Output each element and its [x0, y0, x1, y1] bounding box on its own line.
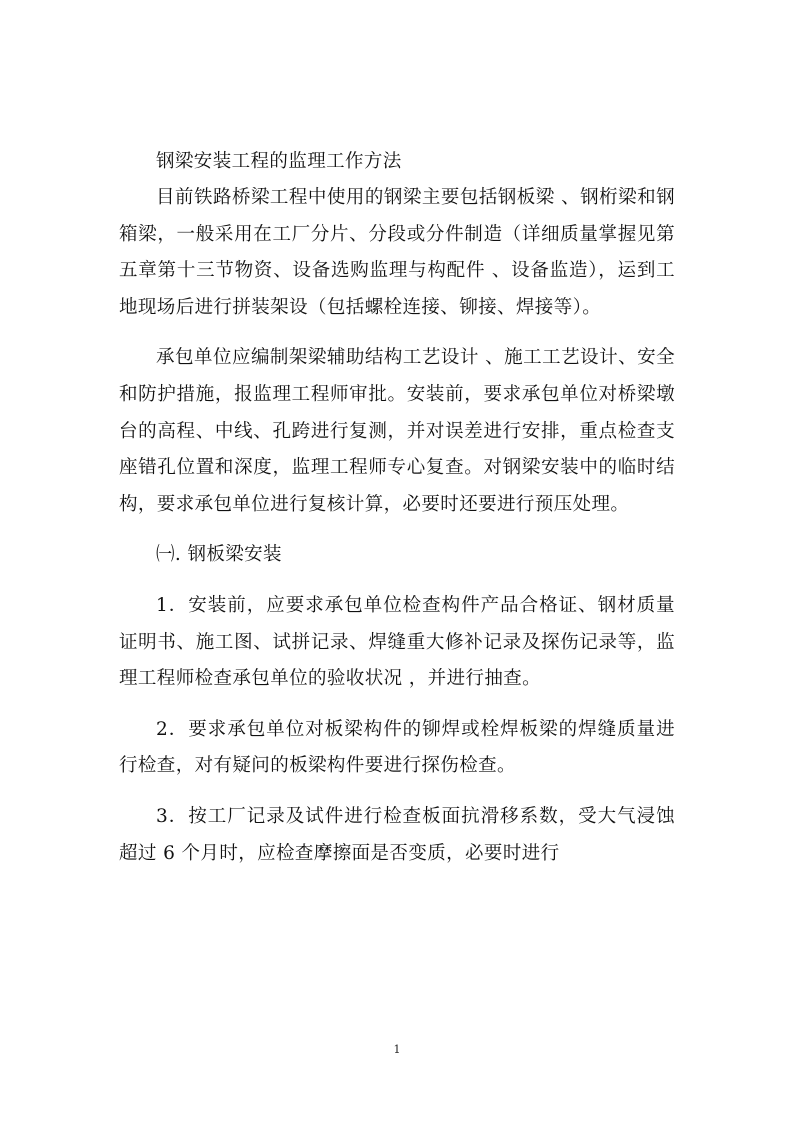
page-number: 1 — [393, 1043, 401, 1056]
paragraph-item-1: 1．安装前，应要求承包单位检查构件产品合格证、钢材质量证明书、施工图、试拼记录、焊缝重大修补记录及探伤记录等，监理工程师检查承包单位的验收状况 ，并进行抽查。 — [119, 594, 675, 690]
paragraph-contractor-requirements: 承包单位应编制架梁辅助结构工艺设计 、施工工艺设计、安全和防护措施，报监理工程师审批。安装前，要求承包单位对桥梁墩台的高程、中线、孔跨进行复测，并对误差进行安排，重点检查支座错孔位置和深度，监理工程师专心复查。对钢梁安装中的临时结构，要求承包单位进行复核计算，必要时还要进行预压处理。 — [119, 347, 675, 515]
document-body — [119, 144, 675, 872]
document-title: 钢梁安装工程的监理工作方法 — [156, 151, 402, 172]
paragraph-intro: 目前铁路桥梁工程中使用的钢梁主要包括钢板梁 、钢桁梁和钢箱梁，一般采用在工厂分片、分段或分件制造（详细质量掌握见第五章第十三节物资、设备选购监理与构配件 、设备监造），运到工地现场后进行拼装架设（包括螺栓连接、铆接、焊接等）。 — [119, 187, 675, 318]
paragraph-item-2: 2．要求承包单位对板梁构件的铆焊或栓焊板梁的焊缝质量进行检查，对有疑问的板梁构件要进行探伤检查。 — [119, 718, 675, 777]
paragraph-item-3: 3．按工厂记录及试件进行检查板面抗滑移系数，受大气浸蚀超过 6 个月时，应检查摩擦面是否变质，必要时进行 — [119, 805, 675, 864]
section-heading-plate-girder: ㈠. 钢板梁安装 — [156, 544, 282, 566]
